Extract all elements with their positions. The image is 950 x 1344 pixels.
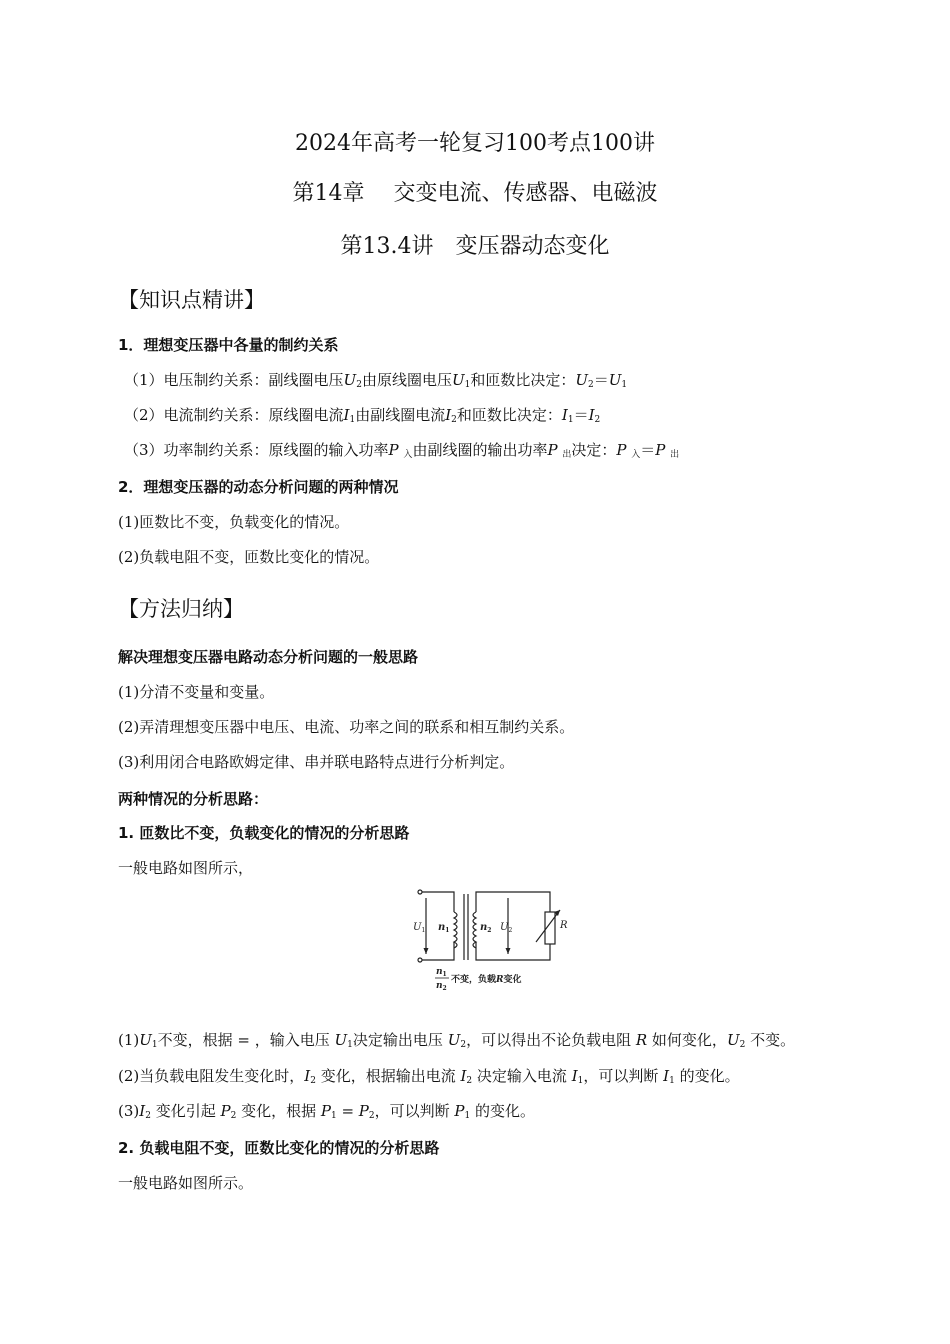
case-2: (2)负载电阻不变，匝数比变化的情况。 [118, 548, 380, 566]
ratio-denominator: $n_2$ [436, 981, 447, 992]
case-1-heading: 1. 匝数比不变，负载变化的情况的分析思路 [118, 824, 410, 842]
method-step-3: (3)利用闭合电路欧姆定律、串并联电路特点进行分析判定。 [118, 753, 515, 771]
two-cases-heading: 两种情况的分析思路： [118, 790, 269, 808]
label-n2: $n_2$ [480, 922, 492, 934]
method-step-1: (1)分清不变量和变量。 [118, 683, 275, 701]
method-step-2: (2)弄清理想变压器中电压、电流、功率之间的联系和相互制约关系。 [118, 718, 575, 736]
section-knowledge: 【知识点精讲】 [118, 288, 265, 312]
voltage-relation: （1）电压制约关系：副线圈电压$U_2$由原线圈电压$U_1$和匝数比决定：$U_2=U_1$ [124, 371, 628, 390]
case-1: (1)匝数比不变，负载变化的情况。 [118, 513, 350, 531]
diagram-caption: 不变，负载R变化 [451, 975, 522, 985]
section-method: 【方法归纳】 [118, 597, 244, 621]
label-u1: $U_1$ [413, 922, 426, 934]
knowledge-heading-2: 2．理想变压器的动态分析问题的两种情况 [118, 478, 399, 496]
diagram-intro-2: 一般电路如图所示。 [118, 1174, 254, 1192]
power-relation: （3）功率制约关系：原线圈的输入功率P $_入$由副线圈的输出功率P $_出$决定：P $_入$＝P $_出$ [124, 441, 680, 460]
knowledge-heading-1: 1．理想变压器中各量的制约关系 [118, 336, 339, 354]
ratio-numerator: $n_1$ [436, 967, 447, 978]
main-title: 2024年高考一轮复习100考点100讲 [295, 131, 655, 156]
diagram-intro-1: 一般电路如图所示， [118, 859, 254, 877]
label-n1: $n_1$ [438, 922, 450, 934]
case-2-heading: 2. 负载电阻不变，匝数比变化的情况的分析思路 [118, 1139, 440, 1157]
current-relation: （2）电流制约关系：原线圈电流$I_1$由副线圈电流$I_2$和匝数比决定：$I_1=I_2$ [124, 406, 601, 425]
analysis-step-3: $(3)I_2$ 变化引起 $P_2$ 变化，根据 $P_1 = P_2$，可以判断 $P_1$ 的变化。 [118, 1102, 535, 1121]
analysis-step-1: $(1)U_1$不变，根据 = ，输入电压 $U_1$决定输出电压 $U_2$，可以得出不论负载电阻 R 如何变化，$U_2$ 不变。 [118, 1031, 796, 1050]
method-heading: 解决理想变压器电路动态分析问题的一般思路 [118, 648, 419, 666]
label-u2: $U_2$ [500, 922, 513, 934]
chapter-title: 第14章 交变电流、传感器、电磁波 [292, 181, 658, 206]
transformer-circuit-diagram [410, 884, 570, 996]
lecture-title: 第13.4讲 变压器动态变化 [340, 234, 610, 259]
analysis-step-2: (2)当负载电阻发生变化时，$I_2$ 变化，根据输出电流 $I_2$ 决定输入电流 $I_1$，可以判断 $I_1$ 的变化。 [118, 1067, 740, 1086]
label-r: R [560, 920, 568, 931]
